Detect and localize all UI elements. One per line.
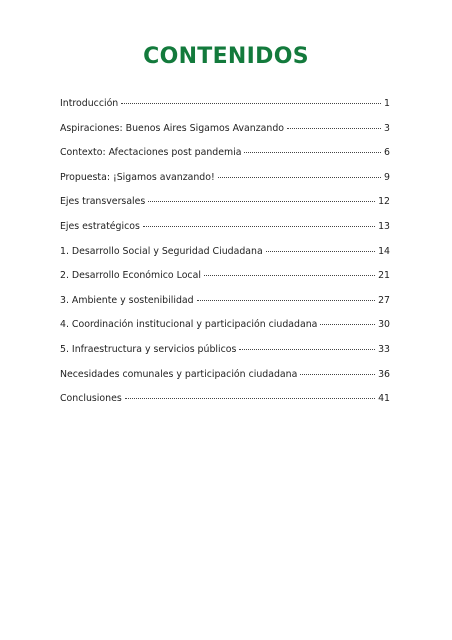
toc-entry-propuesta[interactable] <box>60 172 390 197</box>
toc-entry-label: Propuesta: ¡Sigamos avanzando! <box>60 171 215 183</box>
toc-entry-ambiente[interactable] <box>60 295 390 320</box>
toc-entry-conclusiones[interactable] <box>60 393 390 418</box>
toc-entry-desarrollo-social[interactable] <box>60 246 390 271</box>
dot-leader <box>320 324 375 325</box>
toc-entry-coordinacion[interactable] <box>60 319 390 344</box>
toc-entry-page-number: 21 <box>378 270 390 282</box>
toc-entry-label: 5. Infraestructura y servicios públicos <box>60 343 237 355</box>
toc-entry-label: Aspiraciones: Buenos Aires Sigamos Avanzando <box>60 122 285 134</box>
page-title: CONTENIDOS <box>143 44 309 69</box>
toc-entry-page-number: 41 <box>378 393 390 405</box>
dot-leader <box>218 177 381 178</box>
toc-entry-label: 2. Desarrollo Económico Local <box>60 270 201 282</box>
dot-leader <box>266 251 375 252</box>
toc-entry-page-number: 6 <box>384 147 390 159</box>
toc-entry-aspiraciones[interactable] <box>60 123 390 148</box>
toc-entry-label: Contexto: Afectaciones post pandemia <box>60 147 242 159</box>
toc-entry-label: Ejes estratégicos <box>60 220 140 232</box>
toc-entry-infraestructura[interactable] <box>60 344 390 369</box>
toc-entry-label: 1. Desarrollo Social y Seguridad Ciudadana <box>60 245 263 257</box>
dot-leader <box>125 398 375 399</box>
toc-entry-page-number: 30 <box>378 319 390 331</box>
dot-leader <box>300 374 375 375</box>
toc-entry-ejes-transversales[interactable] <box>60 196 390 221</box>
toc-entry-page-number: 1 <box>384 98 390 109</box>
toc-entry-page-number: 3 <box>384 122 390 134</box>
dot-leader <box>121 103 381 104</box>
toc-entry-label: Conclusiones <box>60 393 122 405</box>
toc-entry-contexto[interactable] <box>60 147 390 172</box>
toc-entry-page-number: 14 <box>378 245 390 257</box>
toc-entry-desarrollo-economico[interactable] <box>60 270 390 295</box>
toc-entry-label: 4. Coordinación institucional y participación ciudadana <box>60 319 318 331</box>
toc-entry-label: Ejes transversales <box>60 196 146 208</box>
table-of-contents <box>60 98 390 418</box>
dot-leader <box>204 275 375 276</box>
toc-entry-page-number: 33 <box>378 343 390 355</box>
dot-leader <box>239 349 375 350</box>
dot-leader <box>197 300 375 301</box>
dot-leader <box>148 201 375 202</box>
toc-entry-page-number: 9 <box>384 171 390 183</box>
toc-entry-label: 3. Ambiente y sostenibilidad <box>60 294 194 306</box>
dot-leader <box>244 152 381 153</box>
toc-entry-page-number: 36 <box>378 368 390 380</box>
dot-leader <box>287 128 381 129</box>
toc-entry-page-number: 27 <box>378 294 390 306</box>
toc-entry-page-number: 13 <box>378 220 390 232</box>
toc-entry-ejes-estrategicos[interactable] <box>60 221 390 246</box>
toc-entry-necesidades-comunales[interactable] <box>60 369 390 394</box>
toc-entry-label: Introducción <box>60 98 119 109</box>
dot-leader <box>143 226 375 227</box>
toc-entry-page-number: 12 <box>378 196 390 208</box>
toc-entry-label: Necesidades comunales y participación ciudadana <box>60 368 298 380</box>
toc-entry-introduccion[interactable] <box>60 98 390 123</box>
